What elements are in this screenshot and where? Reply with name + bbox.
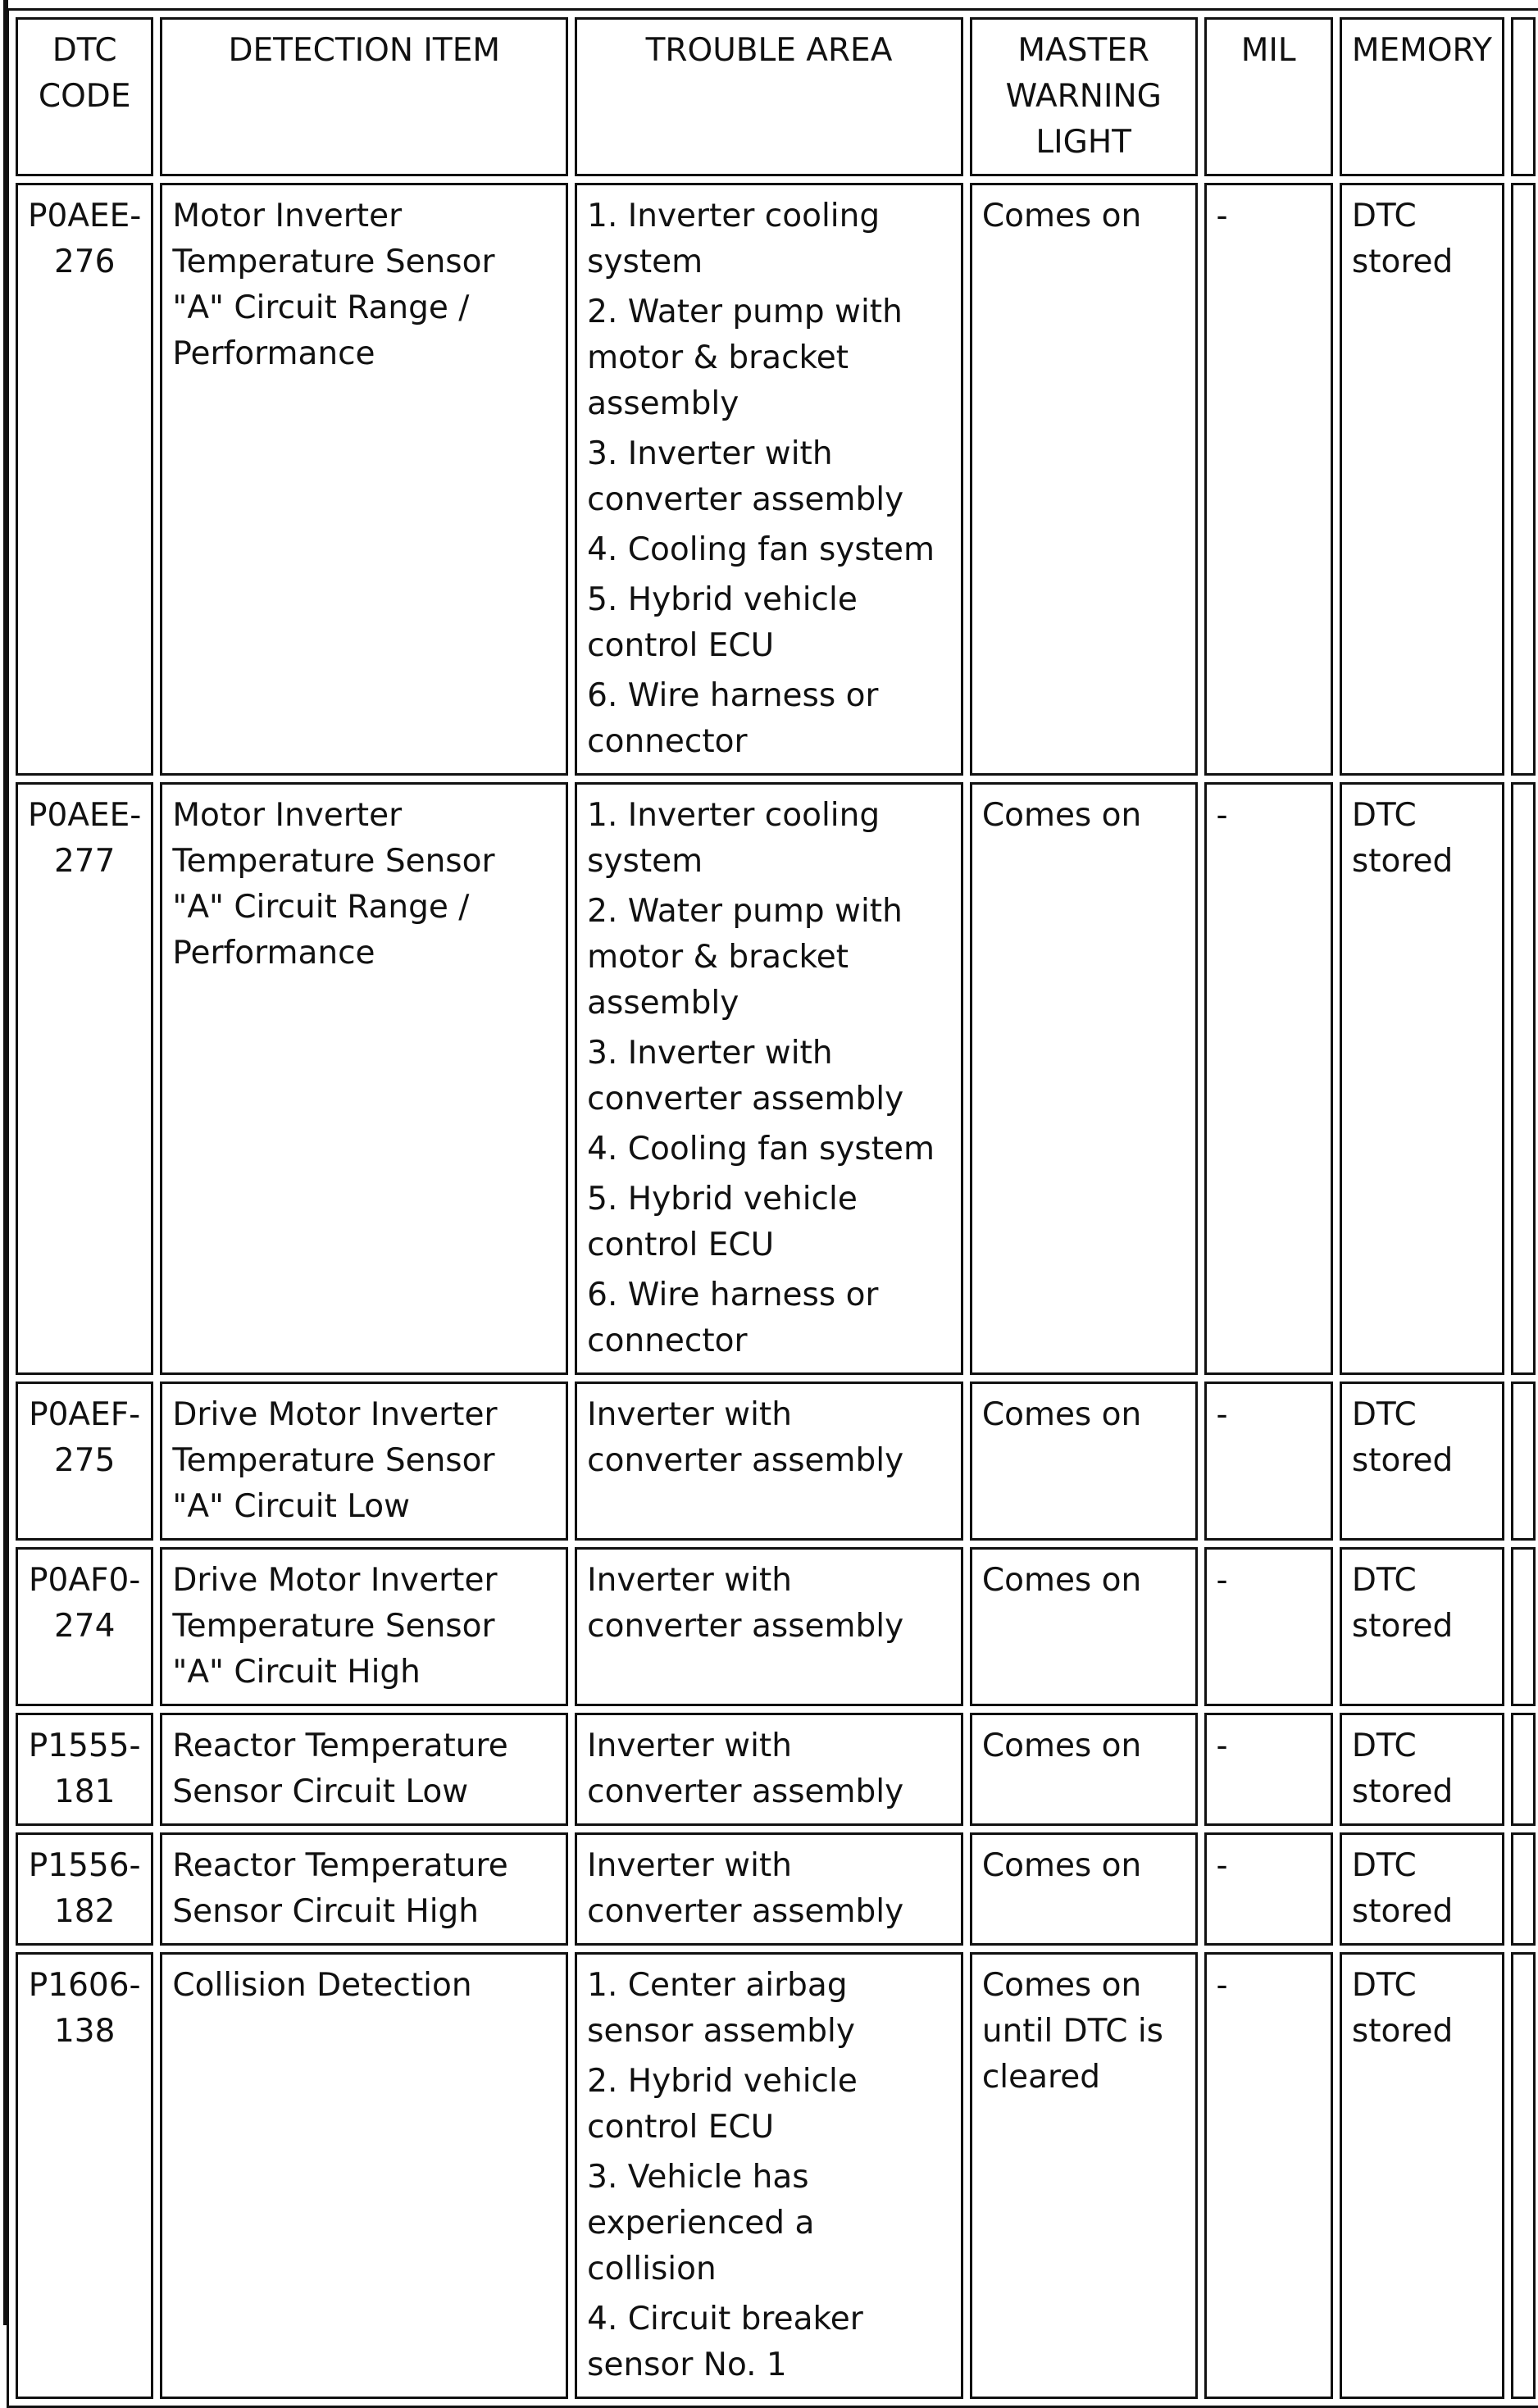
master-warning-light-cell: Comes on: [970, 1547, 1198, 1706]
trouble-area-cell: [575, 1832, 963, 1946]
trouble-area-item: Inverter with converter assembly: [587, 1847, 904, 1930]
dtc-table: [7, 8, 1538, 2408]
cut-off-cell: [1511, 183, 1536, 776]
dtc-code-cell: P0AEF-275: [16, 1382, 153, 1541]
memory-cell: DTC stored: [1340, 1952, 1504, 2399]
trouble-area-item: 3. Inverter with converter assembly: [587, 1035, 904, 1118]
trouble-area-item: 3. Vehicle has experienced a collision: [587, 2159, 815, 2287]
memory-cell: DTC stored: [1340, 1382, 1504, 1541]
cut-off-cell: [1511, 1832, 1536, 1946]
memory-cell: DTC stored: [1340, 782, 1504, 1375]
trouble-area-cell: [575, 782, 963, 1375]
trouble-area-item: Inverter with converter assembly: [587, 1562, 904, 1645]
trouble-area-item: 2. Water pump with motor & bracket assembly: [587, 294, 903, 422]
master-warning-light-cell: Comes on: [970, 1713, 1198, 1826]
trouble-area-item: 1. Center airbag sensor assembly: [587, 1967, 855, 2050]
master-warning-light-cell: Comes on: [970, 1382, 1198, 1541]
trouble-area-item: 4. Cooling fan system: [587, 1131, 935, 1168]
trouble-area-item: 2. Hybrid vehicle control ECU: [587, 2063, 858, 2146]
trouble-area-item: Inverter with converter assembly: [587, 1727, 904, 1810]
header-trouble-area: TROUBLE AREA: [575, 17, 963, 176]
mil-cell: -: [1204, 1382, 1333, 1541]
master-warning-light-cell: Comes on: [970, 782, 1198, 1375]
mil-cell: -: [1204, 1713, 1333, 1826]
header-mil: MIL: [1204, 17, 1333, 176]
trouble-area-item: 5. Hybrid vehicle control ECU: [587, 1181, 858, 1263]
dtc-code-cell: P0AEE-276: [16, 183, 153, 776]
header-dtc-code: DTC CODE: [16, 17, 153, 176]
trouble-area-list: [587, 1843, 951, 1935]
master-warning-light-cell: Comes on until DTC is cleared: [970, 1952, 1198, 2399]
master-warning-light-cell: Comes on: [970, 183, 1198, 776]
table-header-row: [16, 17, 1536, 176]
header-master-warning-light: MASTER WARNING LIGHT: [970, 17, 1198, 176]
detection-item-cell: Motor Inverter Temperature Sensor "A" Circuit Range / Performance: [160, 782, 568, 1375]
detection-item-cell: Drive Motor Inverter Temperature Sensor "A" Circuit High: [160, 1547, 568, 1706]
trouble-area-cell: [575, 1547, 963, 1706]
trouble-area-item: 3. Inverter with converter assembly: [587, 435, 904, 518]
trouble-area-list: [587, 1558, 951, 1650]
table-row: [16, 1832, 1536, 1946]
header-memory: MEMORY: [1340, 17, 1504, 176]
table-row: [16, 1952, 1536, 2399]
memory-cell: DTC stored: [1340, 1832, 1504, 1946]
trouble-area-cell: [575, 1952, 963, 2399]
table-row: [16, 1382, 1536, 1541]
header-detection-item: DETECTION ITEM: [160, 17, 568, 176]
dtc-code-cell: P0AEE-277: [16, 782, 153, 1375]
master-warning-light-cell: Comes on: [970, 1832, 1198, 1946]
dtc-code-cell: P1606-138: [16, 1952, 153, 2399]
table-row: [16, 1713, 1536, 1826]
detection-item-cell: Reactor Temperature Sensor Circuit Low: [160, 1713, 568, 1826]
trouble-area-item: 1. Inverter cooling system: [587, 198, 880, 280]
trouble-area-list: [587, 793, 951, 1364]
cut-off-cell: [1511, 1952, 1536, 2399]
trouble-area-item: 4. Cooling fan system: [587, 531, 935, 568]
trouble-area-item: Inverter with converter assembly: [587, 1396, 904, 1479]
trouble-area-list: [587, 1963, 951, 2388]
trouble-area-cell: [575, 1382, 963, 1541]
mil-cell: -: [1204, 782, 1333, 1375]
memory-cell: DTC stored: [1340, 183, 1504, 776]
memory-cell: DTC stored: [1340, 1547, 1504, 1706]
trouble-area-item: 1. Inverter cooling system: [587, 797, 880, 880]
trouble-area-item: 6. Wire harness or connector: [587, 1277, 879, 1359]
trouble-area-item: 5. Hybrid vehicle control ECU: [587, 581, 858, 664]
trouble-area-item: 2. Water pump with motor & bracket assembly: [587, 893, 903, 1022]
trouble-area-list: [587, 1392, 951, 1484]
trouble-area-item: 6. Wire harness or connector: [587, 677, 879, 760]
memory-cell: DTC stored: [1340, 1713, 1504, 1826]
mil-cell: -: [1204, 1952, 1333, 2399]
detection-item-cell: Drive Motor Inverter Temperature Sensor "A" Circuit Low: [160, 1382, 568, 1541]
dtc-code-cell: P1555-181: [16, 1713, 153, 1826]
detection-item-cell: Motor Inverter Temperature Sensor "A" Circuit Range / Performance: [160, 183, 568, 776]
detection-item-cell: Reactor Temperature Sensor Circuit High: [160, 1832, 568, 1946]
trouble-area-cell: [575, 183, 963, 776]
cut-off-cell: [1511, 1382, 1536, 1541]
trouble-area-item: 4. Circuit breaker sensor No. 1: [587, 2301, 863, 2383]
table-row: [16, 782, 1536, 1375]
mil-cell: -: [1204, 183, 1333, 776]
cut-off-cell: [1511, 782, 1536, 1375]
trouble-area-list: [587, 1723, 951, 1815]
trouble-area-cell: [575, 1713, 963, 1826]
detection-item-cell: Collision Detection: [160, 1952, 568, 2399]
mil-cell: -: [1204, 1547, 1333, 1706]
header-cut-off-column: [1511, 17, 1536, 176]
mil-cell: -: [1204, 1832, 1333, 1946]
dtc-code-cell: P0AF0-274: [16, 1547, 153, 1706]
dtc-code-cell: P1556-182: [16, 1832, 153, 1946]
table-row: [16, 1547, 1536, 1706]
table-row: [16, 183, 1536, 776]
cut-off-cell: [1511, 1547, 1536, 1706]
trouble-area-list: [587, 193, 951, 765]
cut-off-cell: [1511, 1713, 1536, 1826]
